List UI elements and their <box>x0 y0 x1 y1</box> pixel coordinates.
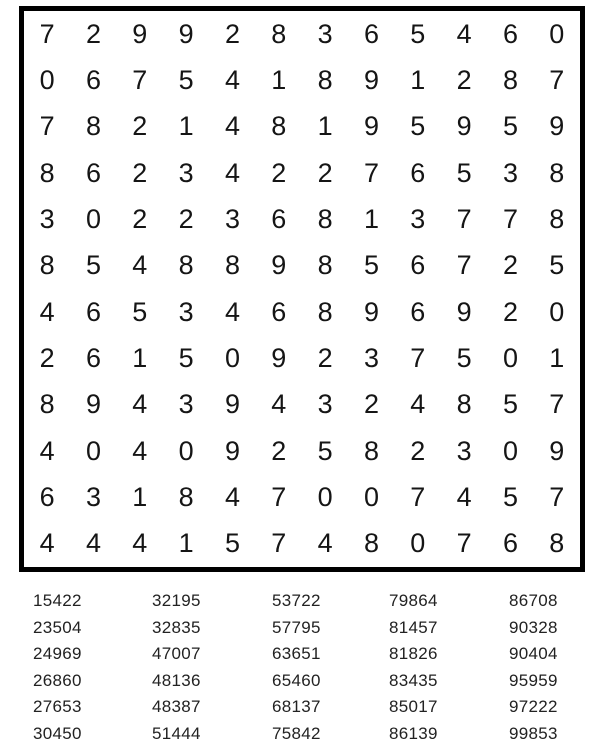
word-list-column <box>509 588 558 748</box>
grid-cell[interactable]: 8 <box>549 203 565 234</box>
grid-cell[interactable]: 7 <box>456 203 472 234</box>
grid-cell[interactable]: 9 <box>456 296 472 327</box>
grid-cell[interactable]: 8 <box>85 111 101 142</box>
grid-cell[interactable]: 7 <box>271 528 287 559</box>
word-list-item: 81457 <box>389 617 438 637</box>
grid-cell[interactable]: 5 <box>502 389 518 420</box>
grid-cell[interactable]: 7 <box>363 157 379 188</box>
word-list-item: 27653 <box>33 697 82 717</box>
grid-cell[interactable]: 0 <box>39 64 55 95</box>
grid-cell[interactable]: 6 <box>85 342 101 373</box>
grid-cell[interactable]: 9 <box>363 296 379 327</box>
grid-cell[interactable]: 2 <box>39 342 55 373</box>
grid-cell[interactable]: 4 <box>39 528 55 559</box>
grid-cell[interactable]: 9 <box>132 18 148 49</box>
grid-cell[interactable]: 9 <box>363 64 379 95</box>
grid-cell[interactable]: 8 <box>363 528 379 559</box>
grid-cell[interactable]: 5 <box>456 157 472 188</box>
grid-cell[interactable]: 4 <box>271 389 287 420</box>
grid-cell[interactable]: 6 <box>271 203 287 234</box>
grid-cell[interactable]: 1 <box>549 342 565 373</box>
grid-cell[interactable]: 1 <box>132 342 148 373</box>
grid-cell[interactable]: 3 <box>178 296 194 327</box>
word-list-item: 30450 <box>33 723 82 743</box>
word-list-column <box>272 588 321 748</box>
grid-cell[interactable]: 7 <box>410 342 426 373</box>
word-list-item: 81826 <box>389 644 438 664</box>
grid-cell[interactable]: 3 <box>502 157 518 188</box>
word-list-item: 26860 <box>33 670 82 690</box>
grid-cell[interactable]: 8 <box>549 528 565 559</box>
grid-cell[interactable]: 5 <box>502 111 518 142</box>
grid-cell[interactable]: 2 <box>317 157 333 188</box>
grid-cell[interactable]: 8 <box>549 157 565 188</box>
word-list-item: 97222 <box>509 697 558 717</box>
grid-cell[interactable]: 4 <box>456 18 472 49</box>
word-list-item: 75842 <box>272 723 321 743</box>
grid-cell[interactable]: 3 <box>85 481 101 512</box>
grid-cell[interactable]: 2 <box>271 157 287 188</box>
grid-cell[interactable]: 4 <box>410 389 426 420</box>
grid-cell[interactable]: 2 <box>85 18 101 49</box>
grid-cell[interactable]: 4 <box>224 157 240 188</box>
word-list-item: 83435 <box>389 670 438 690</box>
word-list-item: 48136 <box>152 670 201 690</box>
grid-cell[interactable]: 8 <box>39 250 55 281</box>
grid-cell[interactable]: 8 <box>39 157 55 188</box>
grid-cell[interactable]: 2 <box>410 435 426 466</box>
grid-cell[interactable]: 9 <box>224 389 240 420</box>
grid-cell[interactable]: 5 <box>224 528 240 559</box>
word-list-item: 85017 <box>389 697 438 717</box>
grid-cell[interactable]: 4 <box>132 528 148 559</box>
grid-cell[interactable]: 0 <box>549 296 565 327</box>
grid-cell[interactable]: 7 <box>549 389 565 420</box>
word-list-item: 57795 <box>272 617 321 637</box>
grid-cell[interactable]: 6 <box>502 18 518 49</box>
grid-cell[interactable]: 6 <box>39 481 55 512</box>
grid-cell[interactable]: 4 <box>224 481 240 512</box>
grid-cell[interactable]: 9 <box>456 111 472 142</box>
grid-cell[interactable]: 7 <box>456 250 472 281</box>
grid-cell[interactable]: 6 <box>410 250 426 281</box>
grid-cell[interactable]: 9 <box>271 342 287 373</box>
grid-cell[interactable]: 4 <box>85 528 101 559</box>
grid-cell[interactable]: 5 <box>178 64 194 95</box>
word-list-item: 65460 <box>272 670 321 690</box>
grid-cell[interactable]: 7 <box>410 481 426 512</box>
grid-cell[interactable]: 8 <box>178 250 194 281</box>
grid-cell[interactable]: 9 <box>549 435 565 466</box>
grid-cell[interactable]: 9 <box>85 389 101 420</box>
word-list-item: 63651 <box>272 644 321 664</box>
grid-cell[interactable]: 5 <box>178 342 194 373</box>
grid-cell[interactable]: 2 <box>456 64 472 95</box>
grid-cell[interactable]: 0 <box>178 435 194 466</box>
grid-cell[interactable]: 1 <box>410 64 426 95</box>
grid-cell[interactable]: 4 <box>317 528 333 559</box>
grid-cell[interactable]: 3 <box>456 435 472 466</box>
grid-cell[interactable]: 7 <box>271 481 287 512</box>
grid-cell[interactable]: 2 <box>502 250 518 281</box>
grid-cell[interactable]: 8 <box>317 64 333 95</box>
grid-cell[interactable]: 6 <box>85 64 101 95</box>
word-list-column <box>389 588 438 748</box>
grid-cell[interactable]: 7 <box>132 64 148 95</box>
grid-cell[interactable]: 8 <box>317 203 333 234</box>
grid-cell[interactable]: 4 <box>132 250 148 281</box>
grid-cell[interactable]: 8 <box>271 18 287 49</box>
grid-cell[interactable]: 1 <box>317 111 333 142</box>
word-list-item: 86708 <box>509 591 558 610</box>
grid-cell[interactable]: 4 <box>39 435 55 466</box>
grid-cell[interactable]: 5 <box>456 342 472 373</box>
grid-cell[interactable]: 4 <box>456 481 472 512</box>
grid-cell[interactable]: 7 <box>502 203 518 234</box>
grid-cell[interactable]: 8 <box>39 389 55 420</box>
word-list-item: 86139 <box>389 723 438 743</box>
grid-cell[interactable]: 2 <box>132 203 148 234</box>
grid-cell[interactable]: 2 <box>178 203 194 234</box>
grid-cell[interactable]: 9 <box>271 250 287 281</box>
grid-cell[interactable]: 0 <box>549 18 565 49</box>
grid-cell[interactable]: 3 <box>39 203 55 234</box>
grid-cell[interactable]: 8 <box>456 389 472 420</box>
grid-cell[interactable]: 0 <box>85 203 101 234</box>
word-list-item: 90404 <box>509 644 558 664</box>
word-list-item: 15422 <box>33 591 82 610</box>
word-list-item: 48387 <box>152 697 201 717</box>
grid-cell[interactable]: 6 <box>85 157 101 188</box>
grid-cell[interactable]: 0 <box>502 342 518 373</box>
grid-cell[interactable]: 8 <box>317 296 333 327</box>
grid-cell[interactable]: 7 <box>549 64 565 95</box>
grid-cell[interactable]: 3 <box>363 342 379 373</box>
word-list-item: 90328 <box>509 617 558 637</box>
word-list-item: 51444 <box>152 723 201 743</box>
grid-cell[interactable]: 9 <box>363 111 379 142</box>
grid-cell[interactable]: 4 <box>224 111 240 142</box>
grid-cell[interactable]: 8 <box>224 250 240 281</box>
grid-cell[interactable]: 3 <box>178 157 194 188</box>
grid-cell[interactable]: 0 <box>317 481 333 512</box>
grid-cell[interactable]: 2 <box>132 157 148 188</box>
number-word-list <box>0 588 600 746</box>
grid-cell[interactable]: 7 <box>39 111 55 142</box>
grid-cell[interactable]: 0 <box>363 481 379 512</box>
grid-cell[interactable]: 2 <box>317 342 333 373</box>
word-list-item: 79864 <box>389 591 438 610</box>
grid-cell[interactable]: 3 <box>317 18 333 49</box>
grid-cell[interactable]: 4 <box>39 296 55 327</box>
grid-cell[interactable]: 8 <box>363 435 379 466</box>
grid-cell[interactable]: 4 <box>224 296 240 327</box>
grid-cell[interactable]: 5 <box>410 18 426 49</box>
grid-cell[interactable]: 3 <box>178 389 194 420</box>
grid-cell[interactable]: 1 <box>271 64 287 95</box>
grid-cell[interactable]: 2 <box>363 389 379 420</box>
grid-cell[interactable]: 1 <box>178 528 194 559</box>
grid-cell[interactable]: 4 <box>132 389 148 420</box>
grid-cell[interactable]: 1 <box>178 111 194 142</box>
grid-cell[interactable]: 0 <box>502 435 518 466</box>
grid-cell[interactable]: 8 <box>271 111 287 142</box>
grid-cell[interactable]: 8 <box>502 64 518 95</box>
grid-cell[interactable]: 2 <box>271 435 287 466</box>
word-list-column <box>33 588 82 748</box>
grid-cell[interactable]: 3 <box>317 389 333 420</box>
grid-cell[interactable]: 5 <box>317 435 333 466</box>
grid-cell[interactable]: 1 <box>132 481 148 512</box>
grid-cell[interactable]: 5 <box>85 250 101 281</box>
grid-cell[interactable]: 8 <box>317 250 333 281</box>
grid-cell[interactable]: 6 <box>410 296 426 327</box>
word-list-item: 95959 <box>509 670 558 690</box>
word-list-item: 53722 <box>272 591 321 610</box>
grid-cell[interactable]: 9 <box>178 18 194 49</box>
grid-cell[interactable]: 6 <box>502 528 518 559</box>
grid-cell[interactable]: 4 <box>224 64 240 95</box>
grid-cell[interactable]: 5 <box>410 111 426 142</box>
grid-cell[interactable]: 8 <box>178 481 194 512</box>
number-search-grid <box>19 6 585 572</box>
grid-cell[interactable]: 1 <box>363 203 379 234</box>
grid-cell[interactable]: 5 <box>549 250 565 281</box>
grid-cell[interactable]: 6 <box>363 18 379 49</box>
grid-cell[interactable]: 3 <box>410 203 426 234</box>
grid-cell[interactable]: 7 <box>549 481 565 512</box>
grid-cell[interactable]: 5 <box>363 250 379 281</box>
grid-cell[interactable]: 0 <box>85 435 101 466</box>
grid-cell[interactable]: 3 <box>224 203 240 234</box>
grid-cell[interactable]: 7 <box>39 18 55 49</box>
word-list-item: 99853 <box>509 723 558 743</box>
word-list-item: 24969 <box>33 644 82 664</box>
word-list-item: 32835 <box>152 617 201 637</box>
grid-cell[interactable]: 6 <box>410 157 426 188</box>
grid-cell[interactable]: 2 <box>224 18 240 49</box>
grid-cell[interactable]: 0 <box>410 528 426 559</box>
word-list-column <box>152 588 201 748</box>
word-list-item: 32195 <box>152 591 201 610</box>
grid-cell[interactable]: 0 <box>224 342 240 373</box>
grid-cell[interactable]: 5 <box>132 296 148 327</box>
grid-cell[interactable]: 9 <box>224 435 240 466</box>
grid-cell[interactable]: 9 <box>549 111 565 142</box>
grid-cell[interactable]: 7 <box>456 528 472 559</box>
word-list-item: 23504 <box>33 617 82 637</box>
grid-cell[interactable]: 5 <box>502 481 518 512</box>
grid-cell[interactable]: 4 <box>132 435 148 466</box>
word-list-item: 68137 <box>272 697 321 717</box>
grid-cell[interactable]: 2 <box>502 296 518 327</box>
grid-cell[interactable]: 6 <box>85 296 101 327</box>
word-list-item: 47007 <box>152 644 201 664</box>
grid-cell[interactable]: 6 <box>271 296 287 327</box>
grid-cell[interactable]: 2 <box>132 111 148 142</box>
